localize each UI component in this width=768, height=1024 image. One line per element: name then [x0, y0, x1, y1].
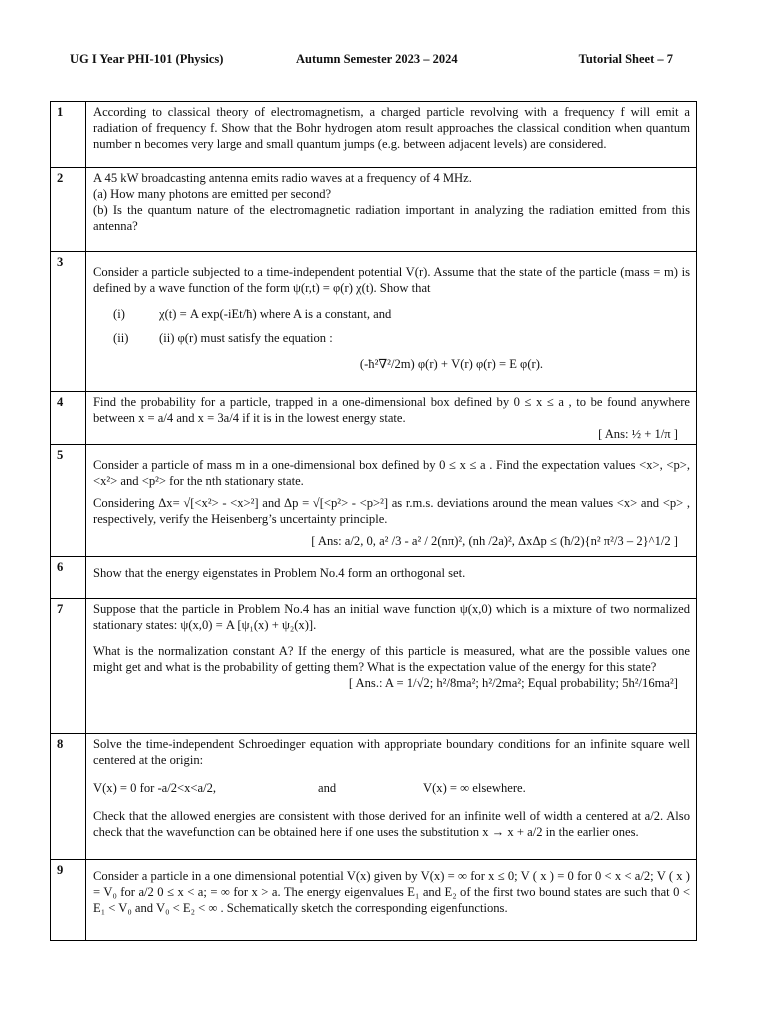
- problem-statement: A 45 kW broadcasting antenna emits radio waves at a frequency of 4 MHz.: [93, 171, 472, 185]
- answer-text: [ Ans.: A = 1/√2; h²/8ma²; h²/2ma²; Equal probability; 5h²/16ma²]: [348, 676, 678, 690]
- sheet-header: [70, 52, 700, 70]
- problem-row: [51, 557, 697, 599]
- problem-statement-2: Check that the allowed energies are consistent with those derived for an infinite well of width a centered at a/2. Also check that the wavefunction can be obtained here if one uses the substitution x → x + a/2 in the earlier ones.: [93, 809, 690, 839]
- problem-statement: Solve the time-independent Schroedinger equation with appropriate boundary conditions for an infinite square well centered at the origin:: [93, 737, 690, 767]
- problem-statement-2: What is the normalization constant A? If the energy of this particle is measured, what are the possible values one might get and what is the probability of getting them? What is the expectation value of the energy for this state?: [93, 644, 690, 674]
- option-text: (ii) φ(r) must satisfy the equation :: [159, 331, 333, 345]
- semester-label: Autumn Semester 2023 – 2024: [296, 52, 458, 66]
- problem-statement: Find the probability for a particle, trapped in a one-dimensional box defined by 0 ≤ x ≤ a , to be found anywhere between x = a/4 and x = 3a/4 if it is in the lowest energy state.: [93, 395, 690, 425]
- problem-row: [51, 599, 697, 734]
- problem-statement: Show that the energy eigenstates in Problem No.4 form an orthogonal set.: [93, 566, 466, 580]
- potential-outside: V(x) = ∞ elsewhere.: [423, 781, 526, 795]
- problems-table: [50, 101, 697, 941]
- problem-text: [86, 734, 697, 860]
- problem-row: [51, 252, 697, 392]
- problem-text: [86, 860, 697, 941]
- course-title: UG I Year PHI-101 (Physics): [70, 52, 224, 66]
- problem-part-a: (a) How many photons are emitted per second?: [93, 187, 332, 201]
- answer-text: [ Ans: a/2, 0, a² /3 - a² / 2(nπ)², (nh /2a)², ΔxΔp ≤ (ħ/2){n² π²/3 – 2}^1/2 ]: [311, 534, 678, 548]
- answer-text: [ Ans: ½ + 1/π ]: [598, 427, 678, 441]
- problem-row: [51, 168, 697, 252]
- option-label: (i): [113, 307, 125, 321]
- problem-statement: Consider a particle subjected to a time-independent potential V(r). Assume that the state of the particle (mass = m) is defined by a wave function of the form ψ(r,t) = φ(r) χ(t). Show that: [93, 265, 690, 295]
- option-label: (ii): [113, 331, 129, 345]
- potential-and: and: [318, 781, 337, 795]
- problem-number: 1: [51, 102, 86, 168]
- problem-number: 7: [51, 599, 86, 734]
- potential-inside: V(x) = 0 for -a/2<x<a/2,: [93, 781, 217, 795]
- problem-row: [51, 734, 697, 860]
- problem-row: [51, 445, 697, 557]
- problem-part-b: (b) Is the quantum nature of the electromagnetic radiation important in analyzing the radiation emitted from this antenna?: [93, 203, 690, 233]
- option-text: χ(t) = A exp(-iEt/ħ) where A is a constant, and: [159, 307, 392, 321]
- sheet-number: Tutorial Sheet – 7: [578, 52, 673, 66]
- problem-number: 4: [51, 392, 86, 445]
- problem-statement-2: Considering Δx= √[<x²> - <x>²] and Δp = √[<p²> - <p>²] as r.m.s. deviations around the mean values <x> and <p> , respectively, verify the Heisenberg’s uncertainty principle.: [93, 496, 690, 526]
- problem-text: [86, 445, 697, 557]
- problem-number: 6: [51, 557, 86, 599]
- problem-number: 5: [51, 445, 86, 557]
- problem-text: [86, 392, 697, 445]
- problem-row: [51, 392, 697, 445]
- problem-number: 2: [51, 168, 86, 252]
- problem-number: 8: [51, 734, 86, 860]
- problem-number: 3: [51, 252, 86, 392]
- problem-text: [86, 102, 697, 168]
- problem-statement: Consider a particle of mass m in a one-dimensional box defined by 0 ≤ x ≤ a . Find the expectation values <x>, <p>, <x²> and <p²> for the nth stationary state.: [93, 458, 690, 488]
- problem-statement: According to classical theory of electromagnetism, a charged particle revolving with a frequency f will emit a radiation of frequency f. Show that the Bohr hydrogen atom result approaches the classical condition when quantum number n becomes very large and small quantum jumps (e.g. between adjacent levels) are considered.: [93, 105, 690, 151]
- problem-text: [86, 168, 697, 252]
- problem-statement: Suppose that the particle in Problem No.4 has an initial wave function ψ(x,0) which is a mixture of two normalized stationary states: ψ(x,0) = A [ψ₁(x) + ψ₂(x)].: [93, 602, 690, 632]
- problem-text: [86, 252, 697, 392]
- schrodinger-equation: (-ħ²∇²/2m) φ(r) + V(r) φ(r) = E φ(r).: [359, 357, 544, 371]
- problem-row: [51, 860, 697, 941]
- problem-row: [51, 102, 697, 168]
- problem-statement: Consider a particle in a one dimensional potential V(x) given by V(x) = ∞ for x ≤ 0; V ( x ) = 0 for 0 < x < a/2; V ( x ) = V₀ for a/2 0 ≤ x < a; = ∞ for x > a. The energy eigenvalues E₁ and E₂ of the first two bound states are such that 0 < E₁ < V₀ and V₀ < E₂ < ∞ . Schematically sketch the corresponding eigenfunctions.: [93, 869, 690, 915]
- problem-text: [86, 557, 697, 599]
- problem-text: [86, 599, 697, 734]
- problem-number: 9: [51, 860, 86, 941]
